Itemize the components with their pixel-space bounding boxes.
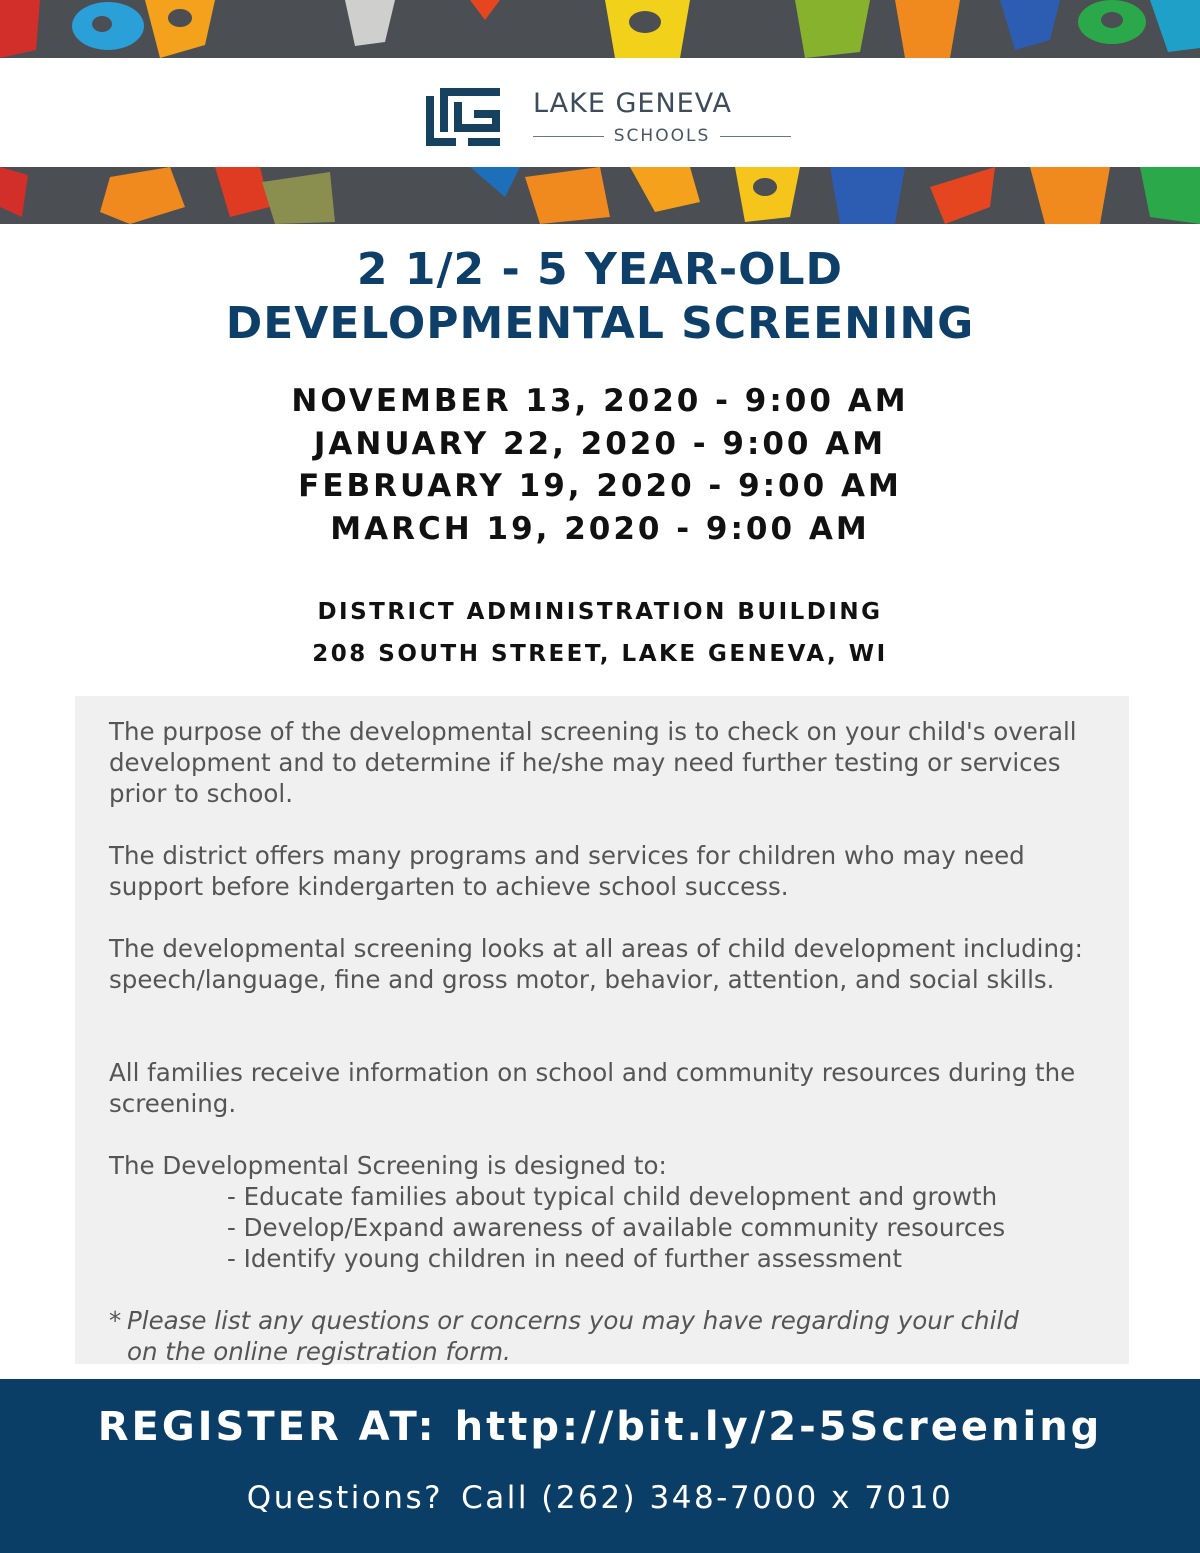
info-paragraph-programs: The district offers many programs and services for children who may need support before kindergarten to achieve school success. bbox=[109, 841, 1025, 901]
register-line bbox=[0, 1404, 1200, 1450]
screening-dates bbox=[0, 380, 1200, 550]
felt-letters-image-lower bbox=[0, 167, 1200, 224]
location-building: DISTRICT ADMINISTRATION BUILDING bbox=[317, 599, 883, 625]
info-paragraph-purpose: The purpose of the developmental screening is to check on your child's overall development and to determine if he/she may need further testing or services prior to school. bbox=[109, 717, 1077, 808]
list-item: - Identify young children in need of further assessment bbox=[227, 1244, 902, 1273]
note-asterisk: * bbox=[109, 1306, 122, 1335]
location bbox=[0, 591, 1200, 675]
header-photo-top bbox=[0, 0, 1200, 58]
header-photo-bottom bbox=[0, 167, 1200, 224]
date-item: NOVEMBER 13, 2020 - 9:00 AM bbox=[291, 383, 909, 419]
page-title bbox=[0, 243, 1200, 351]
goals-list bbox=[227, 1181, 1107, 1274]
footer-banner bbox=[0, 1379, 1200, 1553]
list-item: - Educate families about typical child development and growth bbox=[227, 1182, 998, 1211]
logo-band bbox=[0, 58, 1200, 167]
list-item: - Develop/Expand awareness of available community resources bbox=[227, 1213, 1006, 1242]
date-item: JANUARY 22, 2020 - 9:00 AM bbox=[313, 425, 887, 462]
date-item: FEBRUARY 19, 2020 - 9:00 AM bbox=[298, 468, 902, 504]
location-address: 208 SOUTH STREET, LAKE GENEVA, WI bbox=[312, 641, 888, 667]
lgs-logo-icon bbox=[426, 88, 502, 146]
logo-rule-left bbox=[533, 136, 604, 137]
questions-label: Questions? bbox=[246, 1480, 444, 1516]
title-line-2: DEVELOPMENTAL SCREENING bbox=[225, 298, 975, 349]
logo-subtitle-text: SCHOOLS bbox=[613, 126, 711, 146]
note-text: Please list any questions or concerns you may have regarding your child on the online registration form. bbox=[127, 1306, 1019, 1366]
register-label: REGISTER AT: bbox=[97, 1404, 437, 1450]
title-line-1: 2 1/2 - 5 YEAR-OLD bbox=[356, 244, 844, 295]
info-paragraph-designed: The Developmental Screening is designed to: bbox=[109, 1151, 667, 1180]
date-item: MARCH 19, 2020 - 9:00 AM bbox=[330, 510, 870, 547]
phone-number[interactable]: Call (262) 348-7000 x 7010 bbox=[461, 1480, 954, 1516]
registration-note bbox=[109, 1305, 1049, 1367]
logo-subtitle bbox=[533, 126, 791, 146]
questions-line bbox=[0, 1480, 1200, 1516]
logo-rule-right bbox=[720, 136, 791, 137]
info-paragraph-resources: All families receive information on school and community resources during the screening. bbox=[109, 1058, 1076, 1118]
felt-letters-image bbox=[0, 0, 1200, 58]
info-paragraph-areas: The developmental screening looks at all areas of child development including: speech/language, fine and gross motor, behavior, attention, and social skills. bbox=[109, 934, 1083, 994]
register-link[interactable]: http://bit.ly/2-5Screening bbox=[454, 1404, 1103, 1450]
logo-name: LAKE GENEVA bbox=[533, 88, 732, 119]
